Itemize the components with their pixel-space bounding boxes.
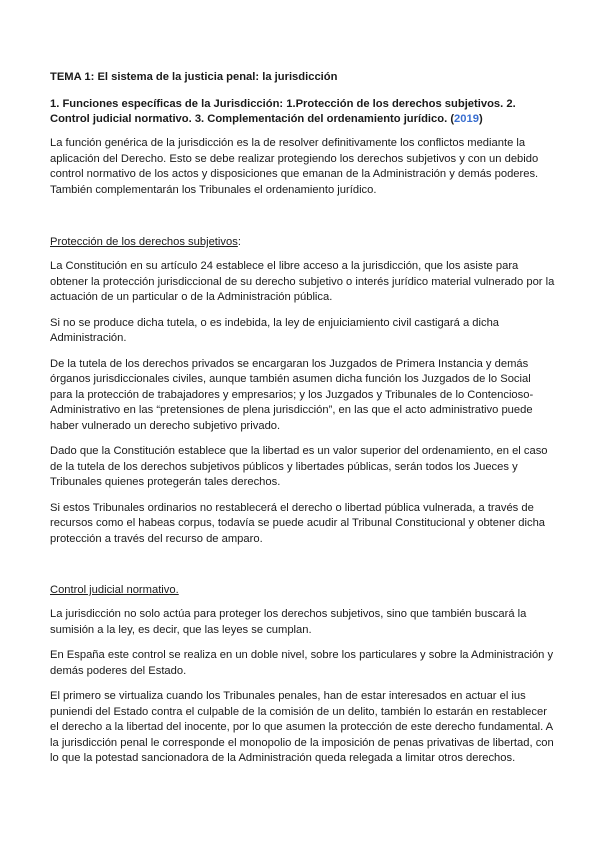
section-control-title: Control judicial normativo. [50, 584, 179, 596]
section-protection-title-text: Protección de los derechos subjetivos [50, 236, 238, 248]
intro-paragraph: La función genérica de la jurisdicción es la de resolver definitivamente los conflictos mediante la aplicación del Derecho. Esto se debe realizar protegiendo los derechos subjetivos y con un debido control normativo de los actos y disposiciones que emanan de la Administración y demás poderes. También complementarán los Tribunales el ordenamiento jurídico. [50, 137, 539, 196]
section-protection-colon: : [237, 236, 241, 248]
paragraph: De la tutela de los derechos privados se encargaran los Juzgados de Primera Instancia y demás órganos jurisdiccionales civiles, aunque también asumen dicha función los Juzgados de lo Social para la protección de trabajadores y empresarios; y los Juzgados y Tribunales de lo Contencioso-Administrativo en las “pretensiones de plena jurisdicción”, en las que el acto administrativo puede haber vulnerado un derecho subjetivo privado. [50, 357, 534, 432]
section-heading [50, 97, 556, 127]
paragraph: En España este control se realiza en un doble nivel, sobre los particulares y sobre la Administración y demás poderes del Estado. [50, 649, 554, 677]
paragraph: La jurisdicción no solo actúa para proteger los derechos subjetivos, sino que también buscará la sumisión a la ley, es decir, que las leyes se cumplan. [50, 608, 527, 636]
heading-text: 1. Funciones específicas de la Jurisdicción: 1.Protección de los derechos subjetivos. 2. Control judicial normativo. 3. Complementación del ordenamiento jurídico. ( [50, 98, 516, 125]
paragraph: La Constitución en su artículo 24 establece el libre acceso a la jurisdicción, que los asiste para obtener la protección jurisdiccional de su derecho subjetivo o interés jurídico material vulnerado por la actuación de un particular o de la Administración pública. [50, 260, 555, 303]
heading-close: ) [478, 113, 483, 125]
year-link[interactable]: 2019 [454, 113, 479, 125]
paragraph: Dado que la Constitución establece que la libertad es un valor superior del ordenamiento, en el caso de la tutela de los derechos subjetivos públicos y libertades públicas, serán todos los Jueces y Tribunales quienes protegerán tales derechos. [50, 445, 548, 488]
document-page [50, 70, 556, 777]
paragraph: Si estos Tribunales ordinarios no restablecerá el derecho o libertad pública vulnerada, a través de recursos como el habeas corpus, todavía se puede acudir al Tribunal Constitucional y obtener dicha protección a través del recurso de amparo. [50, 501, 546, 545]
document-title: TEMA 1: El sistema de la justicia penal: la jurisdicción [50, 71, 338, 83]
paragraph: Si no se produce dicha tutela, o es indebida, la ley de enjuiciamiento civil castigará a dicha Administración. [50, 316, 500, 344]
paragraph: El primero se virtualiza cuando los Tribunales penales, han de estar interesados en actuar el ius puniendi del Estado contra el culpable de la comisión de un delito, también lo estarán en restablecer el derecho a la libertad del inocente, por lo que asumen la protección de este derecho fundamental. A la jurisdicción penal le corresponde el monopolio de la imposición de penas privativas de libertad, con lo que la potestad sancionadora de la Administración queda relegada a limitar otros derechos. [50, 690, 554, 764]
section-protection-title [50, 235, 556, 250]
